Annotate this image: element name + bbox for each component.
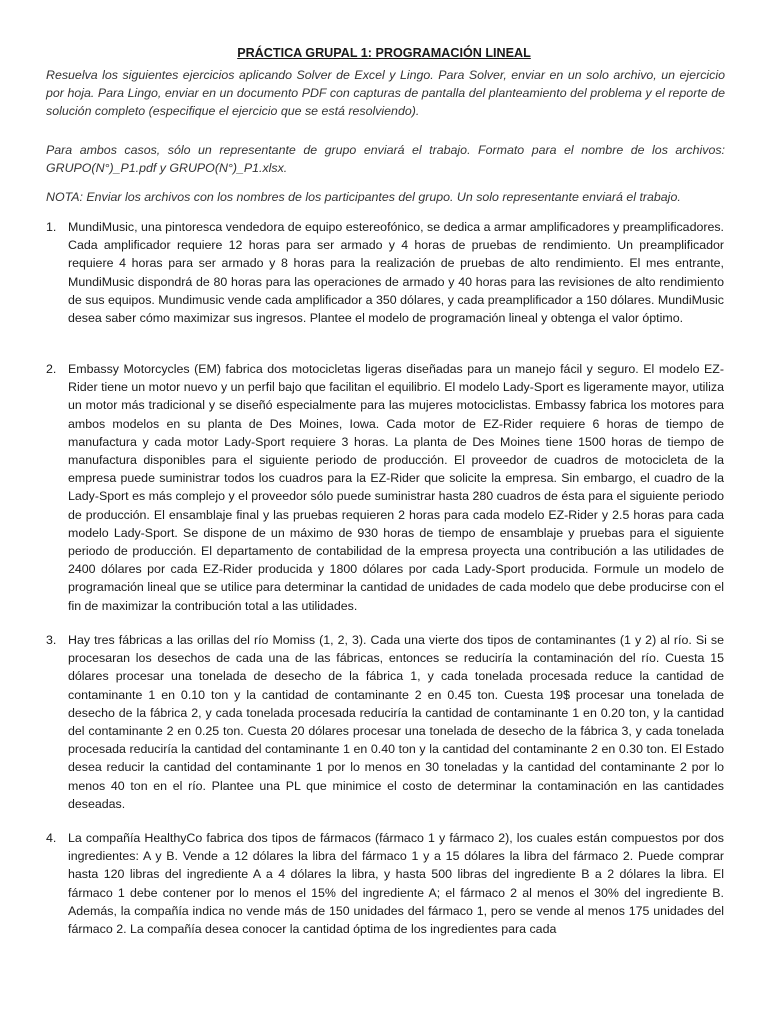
document-title: PRÁCTICA GRUPAL 1: PROGRAMACIÓN LINEAL xyxy=(237,46,531,60)
note-paragraph: NOTA: Enviar los archivos con los nombres de los participantes del grupo. Un solo representante enviará el trabajo. xyxy=(46,190,681,204)
exercise-item-4 xyxy=(46,829,724,938)
exercise-number: 4. xyxy=(46,831,57,845)
instructions-paragraph-1: Resuelva los siguientes ejercicios aplicando Solver de Excel y Lingo. Para Solver, enviar en un solo archivo, un ejercicio por hoja. Para Lingo, enviar en un documento PDF con capturas de pantalla del planteamiento del problema y el reporte de solución completo (especifique el ejercicio que se está resolviendo). xyxy=(46,68,725,119)
exercise-text: MundiMusic, una pintoresca vendedora de equipo estereofónico, se dedica a armar amplificadores y preamplificadores. Cada amplificador requiere 12 horas para ser armado y 4 horas de pruebas de rendimiento. Un preamplificador requiere 4 horas para ser armado y 8 horas para la realización de pruebas de alto rendimiento. El mes entrante, MundiMusic dispondrá de 80 horas para las operaciones de armado y 40 horas para las revisiones de alto rendimiento de sus equipos. Mundimusic vende cada amplificador a 350 dólares, y cada preamplificador a 150 dólares. MundiMusic desea saber cómo maximizar sus ingresos. Plantee el modelo de programación lineal y obtenga el valor óptimo. xyxy=(68,220,724,326)
exercise-text: La compañía HealthyCo fabrica dos tipos de fármacos (fármaco 1 y fármaco 2), los cuales están compuestos por dos ingredientes: A y B. Vende a 12 dólares la libra del fármaco 1 y a 15 dólares la libra del fármaco 2. Puede comprar hasta 120 libras del ingrediente A a 4 dólares la libra, y hasta 500 libras del ingrediente B a 2 dólares la libra. El fármaco 1 debe contener por lo menos el 15% del ingrediente A; el fármaco 2 al menos el 30% del ingrediente B. Además, la compañía indica no vende más de 150 unidades del fármaco 1, pero se vende al menos 175 unidades del fármaco 2. La compañía desea conocer la cantidad óptima de los ingredientes para cada xyxy=(68,831,724,937)
exercise-text: Hay tres fábricas a las orillas del río Momiss (1, 2, 3). Cada una vierte dos tipos de contaminantes (1 y 2) al río. Si se procesaran los desechos de cada una de las fábricas, entonces se reduciría la contaminación del río. Cuesta 15 dólares procesar una tonelada de desecho de la fábrica 1, y cada tonelada procesada reduce la cantidad de contaminante 1 en 0.10 ton y la cantidad de contaminante 2 en 0.45 ton. Cuesta 19$ procesar una tonelada de desecho de la fábrica 2, y cada tonelada procesada reduciría la cantidad de contaminante 1 en 0.20 ton, y la cantidad del contaminante 2 en 0.25 ton. Cuesta 20 dólares procesar una tonelada de desecho de la fábrica 3, y cada tonelada procesada reduciría la cantidad del contaminante 1 en 0.40 ton y la cantidad del contaminante 2 en 0.30 ton. El Estado desea reducir la cantidad del contaminante 1 por lo menos en 30 toneladas y la cantidad del contaminante 2 por lo menos 40 ton en el río. Plantee una PL que minimice el costo de determinar la contaminación en las cantidades deseadas. xyxy=(68,633,724,811)
exercise-item-1 xyxy=(46,218,724,327)
exercise-number: 3. xyxy=(46,633,57,647)
instructions-paragraph-2: Para ambos casos, sólo un representante de grupo enviará el trabajo. Formato para el nombre de los archivos: GRUPO(N°)_P1.pdf y GRUPO(N°)_P1.xlsx. xyxy=(46,143,725,176)
exercise-item-3 xyxy=(46,631,724,813)
exercise-number: 1. xyxy=(46,220,57,234)
exercise-number: 2. xyxy=(46,362,57,376)
exercise-item-2 xyxy=(46,360,724,615)
exercise-text: Embassy Motorcycles (EM) fabrica dos motocicletas ligeras diseñadas para un manejo fácil y seguro. El modelo EZ-Rider tiene un motor nuevo y un perfil bajo que facilitan el equilibrio. El modelo Lady-Sport es ligeramente mayor, utiliza un motor más tradicional y se diseñó especialmente para las mujeres motociclistas. Embassy fabrica los motores para ambos modelos en su planta de Des Moines, Iowa. Cada motor de EZ-Rider requiere 6 horas de tiempo de manufactura y cada motor Lady-Sport requiere 3 horas. La planta de Des Moines tiene 1500 horas de tiempo de manufactura disponibles para el siguiente periodo de producción. El proveedor de cuadros de motocicleta de la empresa puede suministrar todos los cuadros para la EZ-Rider que solicite la empresa. Sin embargo, el cuadro de la Lady-Sport es más complejo y el proveedor sólo puede suministrar hasta 280 cuadros de ésta para el siguiente periodo de producción. El ensamblaje final y las pruebas requieren 2 horas para cada modelo EZ-Rider y 2.5 horas para cada modelo Lady-Sport. Se dispone de un máximo de 930 horas de tiempo de ensamblaje y pruebas para el siguiente periodo de producción. El departamento de contabilidad de la empresa proyecta una contribución a las utilidades de 2400 dólares por cada EZ-Rider producida y 1800 dólares por cada Lady-Sport producida. Formule un modelo de programación lineal que se utilice para determinar la cantidad de unidades de cada modelo que debe producirse con el fin de maximizar la contribución total a las utilidades. xyxy=(68,362,724,613)
